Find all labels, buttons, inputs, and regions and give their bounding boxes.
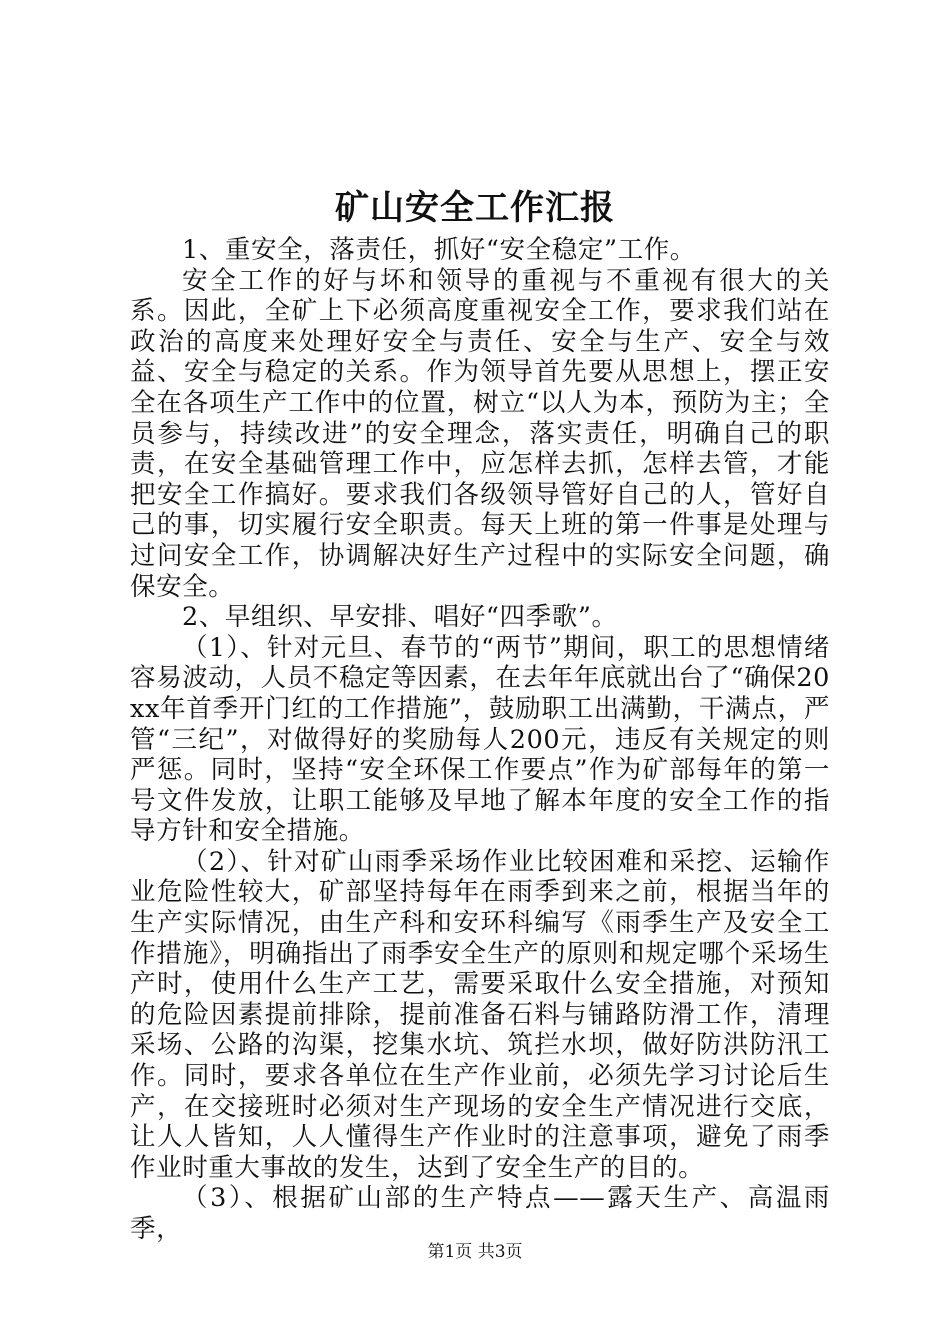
paragraph: （1）、针对元旦、春节的“两节”期间，职工的思想情绪容易波动，人员不稳定等因素，在去年年底就出台了“确保20xx年首季开门红的工作措施”，鼓励职工出满勤，干满点，严管“三纪”，对做得好的奖励每人200元，违反有关规定的则严惩。同时，坚持“安全环保工作要点”作为矿部每年的第一号文件发放，让职工能够及早地了解本年度的安全工作的指导方针和安全措施。 [130, 632, 830, 847]
document-body [130, 235, 830, 1245]
page-footer: 第1页 共3页 [427, 1242, 523, 1262]
paragraph: （3）、根据矿山部的生产特点——露天生产、高温雨季， [130, 1183, 830, 1244]
paragraph: 安全工作的好与坏和领导的重视与不重视有很大的关系。因此，全矿上下必须高度重视安全工作，要求我们站在政治的高度来处理好安全与责任、安全与生产、安全与效益、安全与稳定的关系。作为领导首先要从思想上，摆正安全在各项生产工作中的位置，树立“以人为本，预防为主；全员参与，持续改进”的安全理念，落实责任，明确自己的职责，在安全基础管理工作中，应怎样去抓，怎样去管，才能把安全工作搞好。要求我们各级领导管好自己的人，管好自己的事，切实履行安全职责。每天上班的第一件事是处理与过问安全工作，协调解决好生产过程中的实际安全问题，确保安全。 [130, 265, 830, 602]
paragraph: （2）、针对矿山雨季采场作业比较困难和采挖、运输作业危险性较大，矿部坚持每年在雨季到来之前，根据当年的生产实际情况，由生产科和安环科编写《雨季生产及安全工作措施》，明确指出了雨季安全生产的原则和规定哪个采场生产时，使用什么生产工艺，需要采取什么安全措施，对预知的危险因素提前排除，提前准备石料与铺路防滑工作，清理采场、公路的沟渠，挖集水坑、筑拦水坝，做好防洪防汛工作。同时，要求各单位在生产作业前，必须先学习讨论后生产，在交接班时必须对生产现场的安全生产情况进行交底，让人人皆知，人人懂得生产作业时的注意事项，避免了雨季作业时重大事故的发生，达到了安全生产的目的。 [130, 846, 830, 1183]
paragraph-heading-1: 1、重安全，落责任，抓好“安全稳定”工作。 [182, 235, 696, 265]
paragraph-heading-2: 2、早组织、早安排、唱好“四季歌”。 [182, 602, 618, 633]
document-title: 矿山安全工作汇报 [335, 188, 615, 228]
